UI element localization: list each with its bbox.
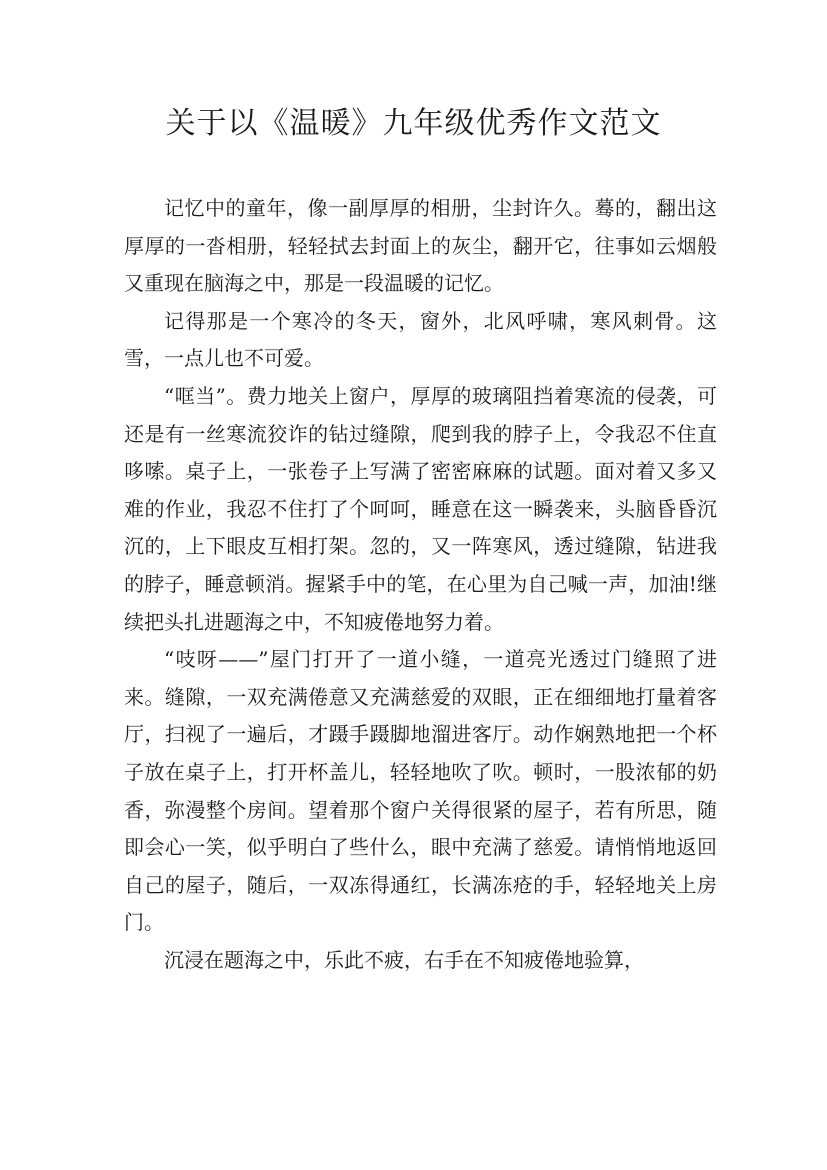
document-body <box>124 190 717 979</box>
document-title: 关于以《温暖》九年级优秀作文范文 <box>165 106 662 141</box>
paragraph-3: “哐当”。费力地关上窗户，厚厚的玻璃阻挡着寒流的侵袭，可还是有一丝寒流狡诈的钻过缝隙，爬到我的脖子上，令我忍不住直哆嗦。桌子上，一张卷子上写满了密密麻麻的试题。面对着又多又难的作业，我忍不住打了个呵呵，睡意在这一瞬袭来，头脑昏昏沉沉的，上下眼皮互相打架。忽的，又一阵寒风，透过缝隙，钻进我的脖子，睡意顿消。握紧手中的笔，在心里为自己喊一声，加油!继续把头扎进题海之中，不知疲倦地努力着。 <box>124 383 717 634</box>
paragraph-5: 沉浸在题海之中，乐此不疲，右手在不知疲倦地验算， <box>164 947 644 972</box>
paragraph-4: “吱呀——”屋门打开了一道小缝，一道亮光透过门缝照了进来。缝隙，一双充满倦意又充满慈爱的双眼，正在细细地打量着客厅，扫视了一遍后，才蹑手蹑脚地溜进客厅。动作娴熟地把一个杯子放在桌子上，打开杯盖儿，轻轻地吹了吹。顿时，一股浓郁的奶香，弥漫整个房间。望着那个窗户关得很紧的屋子，若有所思，随即会心一笑，似乎明白了些什么，眼中充满了慈爱。请悄悄地返回自己的屋子，随后，一双冻得通红，长满冻疮的手，轻轻地关上房门。 <box>124 647 717 935</box>
paragraph-2: 记得那是一个寒冷的冬天，窗外，北风呼啸，寒风刺骨。这雪，一点儿也不可爱。 <box>124 308 717 371</box>
paragraph-1: 记忆中的童年，像一副厚厚的相册，尘封许久。蓦的，翻出这厚厚的一沓相册，轻轻拭去封面上的灰尘，翻开它，往事如云烟般又重现在脑海之中，那是一段温暖的记忆。 <box>124 196 717 296</box>
